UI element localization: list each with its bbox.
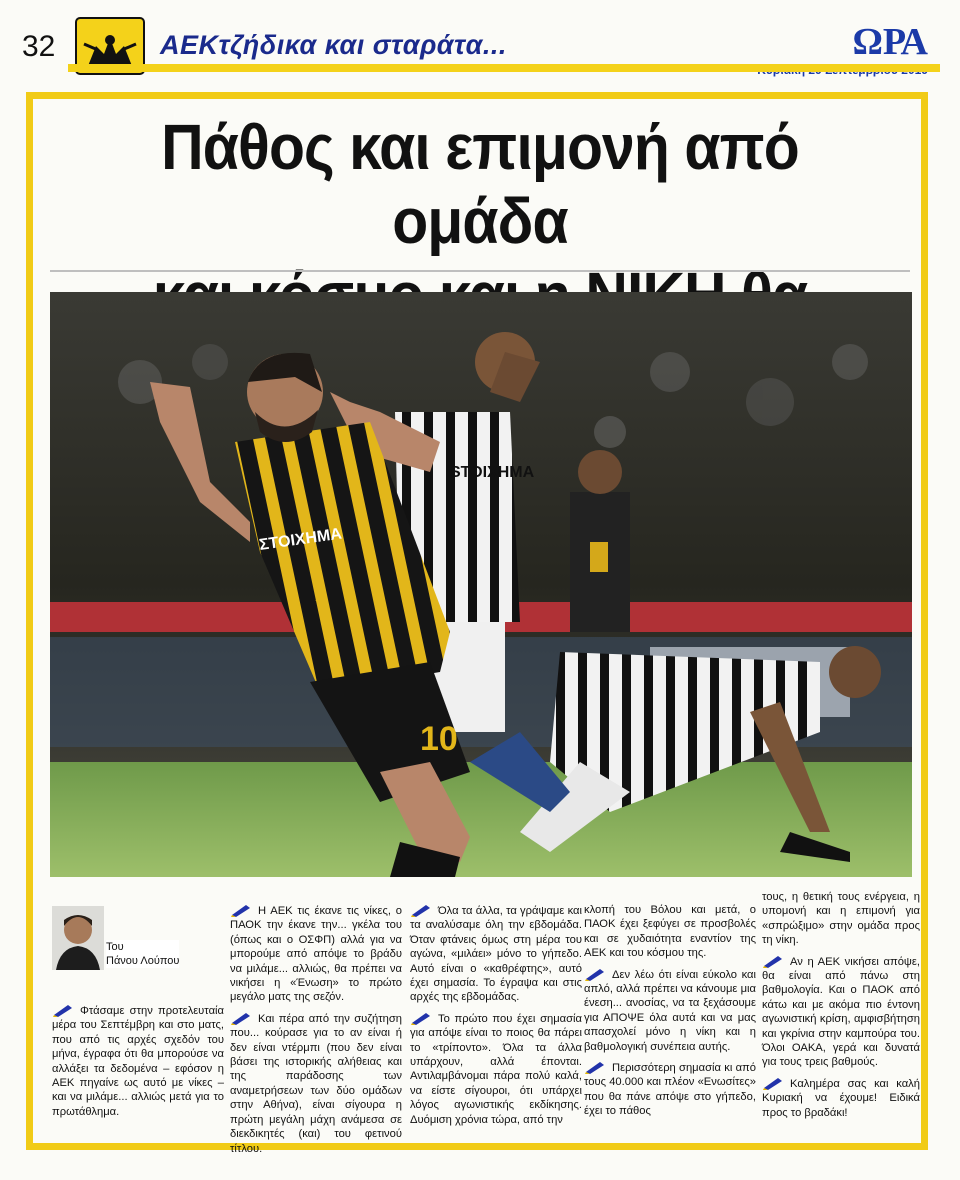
pen-icon (230, 903, 252, 917)
text-column-3 (410, 903, 582, 1127)
paragraph (230, 1011, 402, 1156)
paragraph (762, 890, 920, 948)
text-column-1 (52, 1003, 224, 1119)
headline-line-1: Πάθος και επιμονή από ομάδα (161, 111, 799, 257)
page-header (0, 0, 960, 80)
author-byline (50, 904, 200, 976)
headline-divider (50, 270, 910, 272)
pen-icon (410, 1011, 432, 1025)
aek-shirt-sponsor: ΣΤΟΙΧΗΜΑ (258, 525, 343, 554)
pen-icon (584, 1060, 606, 1074)
paragraph (762, 954, 920, 1070)
author-caption (106, 940, 179, 968)
pen-icon (52, 1003, 74, 1017)
paragraph-text: Περισσότερη σημασία κι από τους 40.000 και πλέον «Ενωσίτες» που θα πάνε απόψε στο γήπεδο, έχει το πάθος (584, 1062, 756, 1118)
paragraph (584, 1060, 756, 1119)
pen-icon (230, 1011, 252, 1025)
author-caption-prefix: Του (106, 941, 124, 953)
paragraph-text: κλοπή του Βόλου και μετά, ο ΠΑΟΚ έχει ξεφύγει σε προσβολές και σε χυδαιότητα εναντίον της ΑΕΚ και του κόσμου της. (584, 904, 756, 960)
paragraph-text: Δεν λέω ότι είναι εύκολο και απλό, αλλά πρέπει να κάνουμε μια ένεση... ανοσίας, να τα ξεχάσουμε για ΑΠΟΨΕ όλα αυτά και να μας απασχολεί μόνο η νίκη και η βαθμολογική συνέπεια αυτής. (584, 968, 756, 1053)
paragraph-text: Καλημέρα σας και καλή Κυριακή να έχουμε! Ειδικά προς το βραδάκι! (762, 1077, 920, 1119)
paragraph (410, 1011, 582, 1127)
newspaper-brand: ΩΡΑ (852, 21, 928, 63)
paragraph-text: Αν η ΑΕΚ νικήσει απόψε, θα είναι από πάνω στη βαθμολογία. Και ο ΠΑΟΚ από κάτω και με ακόμα πιο έντονη αγωνιστική κρίση, αμφισβήτηση και γκρίνια στην καμπούρα του. Όλοι ΟΑΚΑ, γερά και δυνατά για τους τρεις βαθμούς. (762, 955, 920, 1069)
page-number: 32 (22, 30, 56, 63)
paragraph-text: Και πέρα από την συζήτηση που... κούρασε για το αν είναι ή δεν είναι ντέρμπι (που δεν είναι βάσει της ιστορικής αλήθειας και της παράδοσης των αναμετρήσεων των δύο ομάδων στην Αθήνα), είναι σίγουρα η πρώτη μεγάλη μάχη ανάμεσα σε διεκδικητές (και) του φετινού τίτλου. (230, 1012, 402, 1155)
paragraph-text: τους, η θετική τους ενέργεια, η υπομονή και η επιμονή για «σπρώξιμο» στην ομάδα προς τη νίκη. (762, 891, 920, 947)
paragraph-text: Το πρώτο που έχει σημασία για απόψε είναι το ποιος θα πάρει το «τρίποντο». Όλα τα άλλα υπάρχουν, αλλά έπονται. Αντιλαμβάνομαι πάρα πολύ καλά, να είστε σίγουροι, ότι υπάρχει λόγος αγωνιστικής εκδίκησης. Δυόμιση χρόνια τώρα, από την (410, 1012, 582, 1126)
text-column-2 (230, 903, 402, 1156)
text-column-5 (762, 890, 920, 1120)
paragraph (410, 903, 582, 1005)
shirt-number: 10 (420, 720, 458, 758)
pen-icon (584, 967, 606, 981)
paragraph (52, 1003, 224, 1119)
pen-icon (762, 954, 784, 968)
paragraph-text: Φτάσαμε στην προτελευταία μέρα του Σεπτέμβρη και στο ματς, που από τις αρχές σχεδόν του μήνα, έγραφα ότι θα μπορούσε να αλλάξει τα δεδομένα – εφόσον η ΑΕΚ πηγαίνε ως αυτό με νίκες – και να μιλάμε... αλλιώς μετά για το πρωτάθλημα. (52, 1005, 224, 1118)
section-title: ΑΕΚτζήδικα και σταράτα... (160, 30, 507, 60)
author-photo (52, 906, 104, 970)
author-name: Πάνου Λούπου (106, 955, 180, 967)
paragraph (762, 1076, 920, 1120)
paragraph-text: Η ΑΕΚ τις έκανε τις νίκες, ο ΠΑΟΚ την έκανε την... γκέλα του (όπως και ο ΟΣΦΠ) αλλά για να μπορούμε από απόψε το βράδυ να μιλάμε... αλλιώς, θα πρέπει να νικήσει η «Ένωση» το πρώτο μεγάλο ματς της σεζόν. (230, 905, 402, 1004)
paragraph (230, 903, 402, 1005)
text-column-4 (584, 903, 756, 1119)
paragraph (584, 967, 756, 1054)
pen-icon (410, 903, 432, 917)
pen-icon (762, 1076, 784, 1090)
opponent-shirt-sponsor: STOIXHMA (450, 464, 535, 481)
paragraph-text: Όλα τα άλλα, τα γράψαμε και τα αναλύσαμε όλη την εβδομάδα. Όταν φτάνεις όμως στη μέρα του αγώνα, «μιλάει» μόνο το γήπεδο. Αυτό είναι ο «καθρέφτης», αυτό έχει σημασία. Το έγραψα και στις αρχές της εβδομάδας. (410, 905, 582, 1004)
header-rule (68, 64, 940, 72)
paragraph (584, 903, 756, 961)
match-photo (50, 292, 912, 877)
